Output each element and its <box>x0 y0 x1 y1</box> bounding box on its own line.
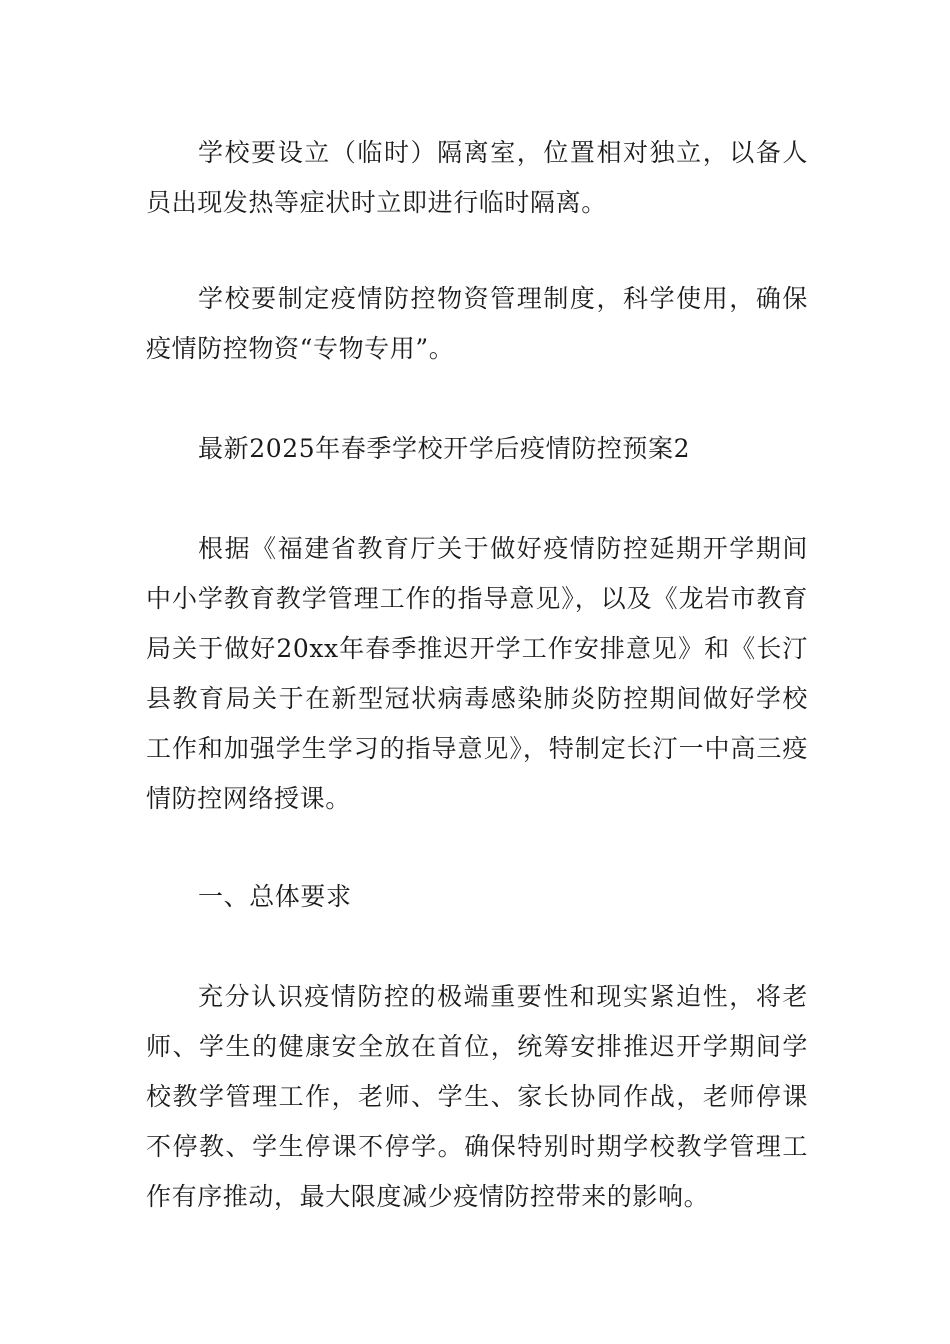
paragraph-general-requirements: 充分认识疫情防控的极端重要性和现实紧迫性，将老师、学生的健康安全放在首位，统筹安排推迟开学期间学校教学管理工作，老师、学生、家长协同作战，老师停课不停教、学生停课不停学。确保特别时期学校教学管理工作有序推动，最大限度减少疫情防控带来的影响。 <box>146 982 808 1211</box>
heading-general-requirements: 一、总体要求 <box>198 882 352 911</box>
paragraph-basis: 根据《福建省教育厅关于做好疫情防控延期开学期间中小学教育教学管理工作的指导意见》，以及《龙岩市教育局关于做好20xx年春季推迟开学工作安排意见》和《长汀县教育局关于在新型冠状病毒感染肺炎防控期间做好学校工作和加强学生学习的指导意见》，特制定长汀一中高三疫情防控网络授课。 <box>146 534 808 813</box>
section-title: 最新2025年春季学校开学后疫情防控预案2 <box>198 434 691 463</box>
paragraph-supplies-management: 学校要制定疫情防控物资管理制度，科学使用，确保疫情防控物资“专物专用”。 <box>146 284 808 363</box>
paragraph-isolation-room: 学校要设立（临时）隔离室，位置相对独立，以备人员出现发热等症状时立即进行临时隔离。 <box>146 138 808 217</box>
